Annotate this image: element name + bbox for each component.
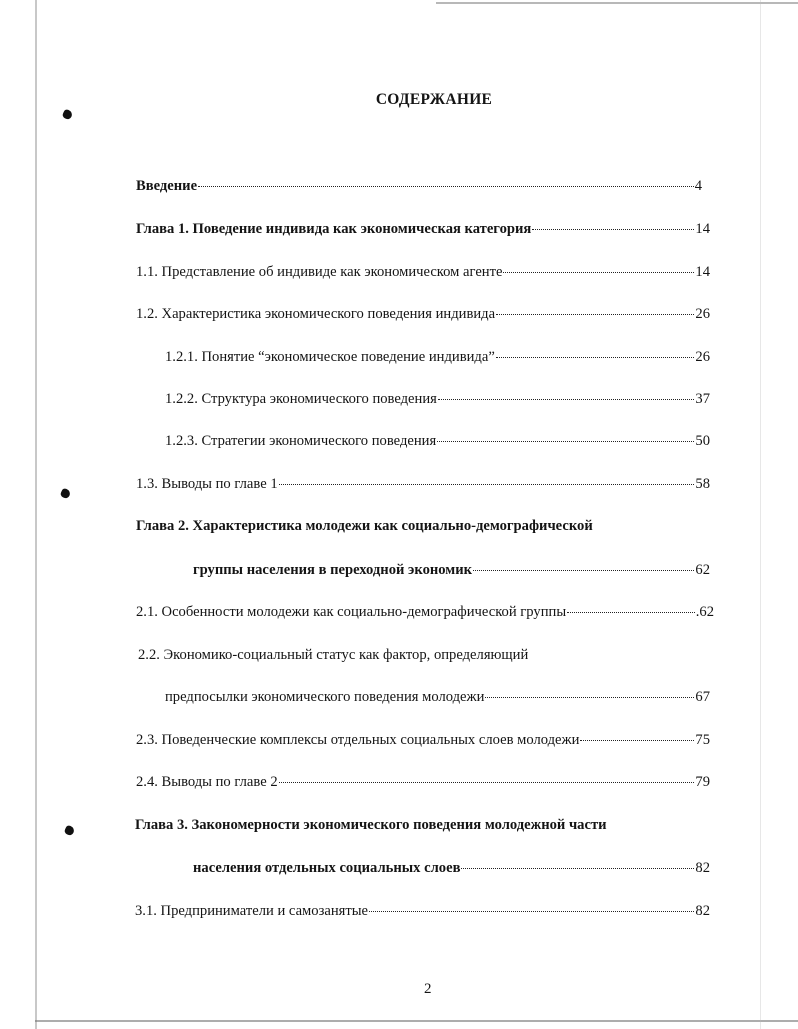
- toc-entry-label: Введение: [136, 178, 198, 194]
- scan-bottom-edge: [35, 1020, 798, 1022]
- toc-entry-page: 58: [695, 476, 710, 492]
- toc-entry-page: .62: [695, 604, 714, 620]
- toc-entry-label: 1.1. Представление об индивиде как экономическом агенте: [136, 264, 503, 280]
- dot-leader: [279, 484, 695, 485]
- toc-entry-2-4[interactable]: [136, 773, 710, 791]
- toc-entry-1-2-1[interactable]: [165, 348, 710, 366]
- toc-entry-label: 1.2.3. Стратегии экономического поведения: [165, 433, 437, 449]
- toc-entry-1-3[interactable]: [136, 475, 710, 493]
- toc-entry-page: 37: [695, 391, 710, 407]
- toc-entry-2-3[interactable]: [136, 731, 710, 749]
- toc-entry-page: 79: [695, 774, 710, 790]
- toc-entry-1-2[interactable]: [136, 305, 710, 323]
- dot-leader: [580, 740, 694, 741]
- toc-entry-chapter-2-line1[interactable]: Глава 2. Характеристика молодежи как социально-демографической: [136, 518, 593, 534]
- toc-entry-introduction[interactable]: [136, 177, 702, 195]
- dot-leader: [369, 911, 694, 912]
- toc-entry-chapter-1[interactable]: [136, 220, 710, 238]
- toc-entry-label: 1.3. Выводы по главе 1: [136, 476, 278, 492]
- toc-entry-page: 75: [695, 732, 710, 748]
- toc-entry-page: 62: [695, 562, 710, 578]
- toc-entry-chapter-3[interactable]: [193, 859, 710, 877]
- hole-punch-mark: [60, 488, 72, 500]
- dot-leader: [437, 441, 694, 442]
- toc-entry-page: 82: [695, 903, 710, 919]
- dot-leader: [532, 229, 694, 230]
- toc-entry-label: Глава 1. Поведение индивида как экономическая категория: [136, 221, 532, 237]
- toc-entry-page: 67: [695, 689, 710, 705]
- toc-entry-2-1[interactable]: [136, 603, 714, 621]
- dot-leader: [473, 570, 694, 571]
- toc-entry-page: 26: [695, 306, 710, 322]
- toc-entry-page: 82: [695, 860, 710, 876]
- toc-entry-label: 2.1. Особенности молодежи как социально-демографической группы: [136, 604, 567, 620]
- toc-entry-label: предпосылки экономического поведения молодежи: [165, 689, 485, 705]
- toc-entry-2-2[interactable]: [165, 688, 710, 706]
- toc-entry-chapter-3-line1[interactable]: Глава 3. Закономерности экономического поведения молодежной части: [135, 817, 607, 833]
- toc-entry-page: 26: [695, 349, 710, 365]
- dot-leader: [485, 697, 694, 698]
- dot-leader: [503, 272, 694, 273]
- toc-entry-label: 2.3. Поведенческие комплексы отдельных социальных слоев молодежи: [136, 732, 580, 748]
- scan-top-edge: [436, 2, 798, 4]
- toc-entry-1-1[interactable]: [136, 263, 710, 281]
- toc-entry-3-1[interactable]: [135, 902, 710, 920]
- scan-left-edge: [35, 0, 37, 1029]
- dot-leader: [567, 612, 695, 613]
- toc-entry-2-2-line1[interactable]: 2.2. Экономико-социальный статус как фактор, определяющий: [138, 647, 529, 663]
- toc-entry-label: 1.2.1. Понятие “экономическое поведение индивида”: [165, 349, 495, 365]
- scan-right-edge: [760, 0, 761, 1029]
- dot-leader: [461, 868, 694, 869]
- toc-entry-label: 1.2.2. Структура экономического поведения: [165, 391, 437, 407]
- hole-punch-mark: [64, 825, 76, 837]
- toc-entry-1-2-3[interactable]: [165, 432, 710, 450]
- toc-entry-page: 4: [694, 178, 702, 194]
- toc-entry-label: 3.1. Предприниматели и самозанятые: [135, 903, 369, 919]
- toc-entry-page: 14: [695, 221, 710, 237]
- page-number: 2: [424, 981, 432, 997]
- dot-leader: [496, 357, 695, 358]
- dot-leader: [198, 186, 694, 187]
- toc-entry-chapter-2[interactable]: [193, 561, 710, 579]
- toc-entry-page: 50: [695, 433, 710, 449]
- toc-entry-label: населения отдельных социальных слоев: [193, 860, 461, 876]
- toc-entry-label: 2.4. Выводы по главе 2: [136, 774, 278, 790]
- toc-entry-label: 1.2. Характеристика экономического поведения индивида: [136, 306, 496, 322]
- dot-leader: [496, 314, 694, 315]
- dot-leader: [279, 782, 695, 783]
- hole-punch-mark: [62, 109, 74, 121]
- toc-entry-1-2-2[interactable]: [165, 390, 710, 408]
- toc-entry-label: группы населения в переходной экономик: [193, 562, 473, 578]
- page-title: СОДЕРЖАНИЕ: [375, 91, 493, 108]
- dot-leader: [438, 399, 695, 400]
- toc-entry-page: 14: [695, 264, 710, 280]
